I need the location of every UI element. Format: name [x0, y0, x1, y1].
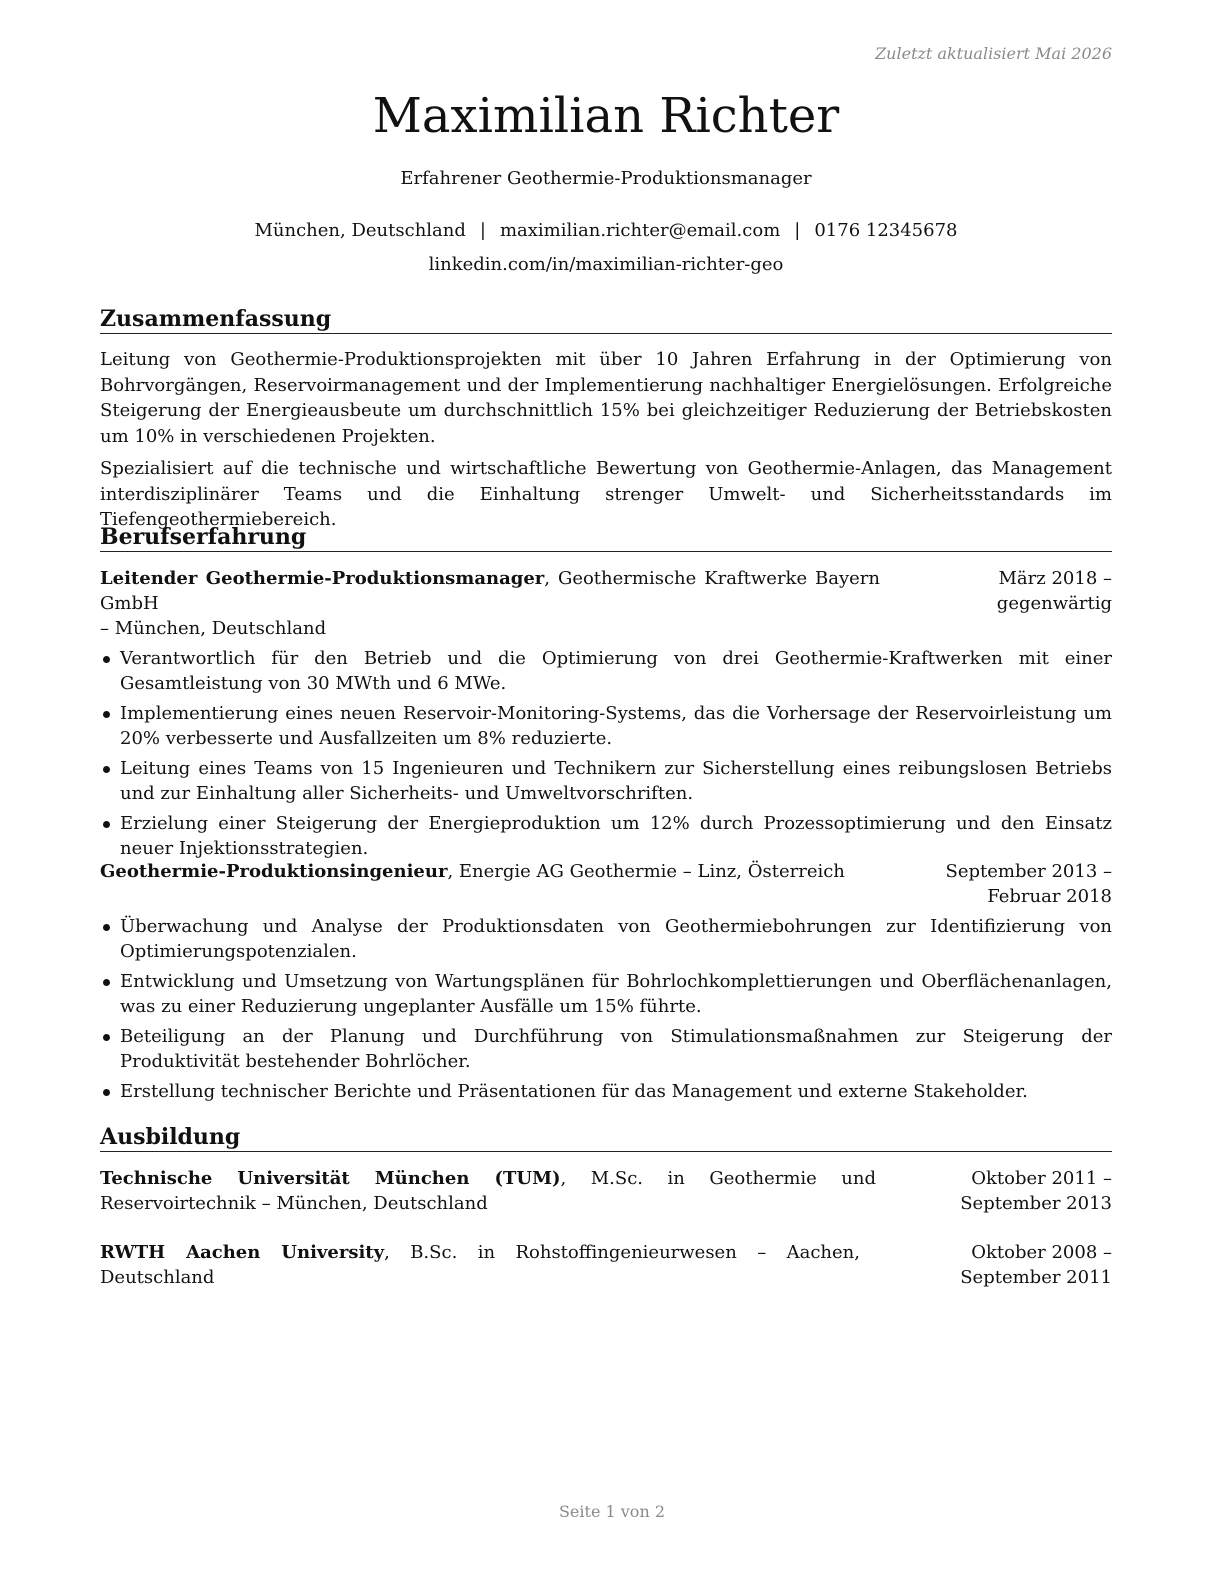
- linkedin-link[interactable]: linkedin.com/in/maximilian-richter-geo: [428, 254, 784, 275]
- job-org: , Energie AG Geothermie – Linz, Österreich: [447, 861, 845, 882]
- contact-separator: |: [479, 220, 486, 241]
- bullet-icon: [103, 1089, 110, 1096]
- last-updated-note: Zuletzt aktualisiert Mai 2026: [875, 44, 1112, 63]
- bullet-icon: [103, 656, 110, 663]
- job-title-line: [100, 859, 860, 884]
- bullet-icon: [103, 924, 110, 931]
- list-item: Erzielung einer Steigerung der Energieproduktion um 12% durch Prozessoptimierung und den Einsatz neuer Injektionsstrategien.: [100, 811, 1112, 861]
- page-number: Seite 1 von 2: [558, 1502, 666, 1521]
- education-detail: , B.Sc. in Rohstoffingenieurwesen – Aachen, Deutschland: [100, 1242, 860, 1288]
- education-entry: [100, 1166, 1112, 1216]
- contact-phone[interactable]: 0176 12345678: [814, 220, 958, 241]
- job-dates: September 2013 – Februar 2018: [945, 861, 1112, 907]
- job-bullets: [100, 914, 1112, 1104]
- list-item: Überwachung und Analyse der Produktionsdaten von Geothermiebohrungen zur Identifizierung von Optimierungspotenzialen.: [100, 914, 1112, 964]
- headline: Erfahrener Geothermie-Produktionsmanager: [400, 168, 812, 189]
- list-item: Verantwortlich für den Betrieb und die Optimierung von drei Geothermie-Kraftwerken mit einer Gesamtleistung von 30 MWth und 6 MWe.: [100, 646, 1112, 696]
- education-dates: Oktober 2008 – September 2011: [960, 1242, 1112, 1288]
- job-location: – München, Deutschland: [100, 618, 327, 639]
- education-header: [100, 1240, 1112, 1290]
- section-title-education: Ausbildung: [100, 1123, 1112, 1152]
- education-dates: Oktober 2011 – September 2013: [960, 1168, 1112, 1214]
- job-bullets: [100, 646, 1112, 861]
- education-entry: [100, 1240, 1112, 1290]
- education-title-line: [100, 1166, 876, 1216]
- education-school: RWTH Aachen University: [100, 1242, 385, 1263]
- section-title-experience: Berufserfahrung: [100, 523, 1112, 552]
- contact-separator: |: [794, 220, 801, 241]
- list-item: Entwicklung und Umsetzung von Wartungsplänen für Bohrlochkomplettierungen und Oberflächenanlagen, was zu einer Reduzierung ungeplanter Ausfälle um 15% führte.: [100, 969, 1112, 1019]
- bullet-icon: [103, 979, 110, 986]
- education-title-line: [100, 1240, 860, 1290]
- education-school: Technische Universität München (TUM): [100, 1168, 561, 1189]
- bullet-icon: [103, 1034, 110, 1041]
- job-entry: [100, 566, 1112, 866]
- list-item: Implementierung eines neuen Reservoir-Monitoring-Systems, das die Vorhersage der Reservoirleistung um 20% verbesserte und Ausfallzeiten um 8% reduzierte.: [100, 701, 1112, 751]
- education-header: [100, 1166, 1112, 1216]
- section-title-summary: Zusammenfassung: [100, 305, 1112, 334]
- bullet-icon: [103, 711, 110, 718]
- bullet-icon: [103, 766, 110, 773]
- job-dates: März 2018 – gegenwärtig: [996, 568, 1112, 614]
- job-role: Leitender Geothermie-Produktionsmanager: [100, 568, 545, 589]
- job-title-line: [100, 566, 880, 616]
- bullet-icon: [103, 821, 110, 828]
- job-header: [100, 566, 1112, 616]
- job-org: , Geothermische Kraftwerke Bayern GmbH: [100, 568, 881, 614]
- job-header: [100, 859, 1112, 907]
- contact-line: [100, 219, 1112, 243]
- contact-email[interactable]: maximilian.richter@email.com: [499, 220, 781, 241]
- job-role: Geothermie-Produktionsingenieur: [100, 861, 448, 882]
- list-item: Beteiligung an der Planung und Durchführung von Stimulationsmaßnahmen zur Steigerung der Produktivität bestehender Bohrlöcher.: [100, 1024, 1112, 1074]
- list-item: Leitung eines Teams von 15 Ingenieuren und Technikern zur Sicherstellung eines reibungslosen Betriebs und zur Einhaltung aller Sicherheits- und Umweltvorschriften.: [100, 756, 1112, 806]
- candidate-name: Maximilian Richter: [372, 88, 840, 144]
- education-detail: , M.Sc. in Geothermie und Reservoirtechnik – München, Deutschland: [100, 1168, 877, 1214]
- summary-paragraph: Leitung von Geothermie-Produktionsprojekten mit über 10 Jahren Erfahrung in der Optimierung von Bohrvorgängen, Reservoirmanagement und der Implementierung nachhaltiger Energielösungen. Erfolgreiche Steigerung der Energieausbeute um durchschnittlich 15% bei gleichzeitiger Reduzierung der Betriebskosten um 10% in verschiedenen Projekten.: [100, 349, 1112, 447]
- contact-location: München, Deutschland: [254, 220, 466, 241]
- job-entry: [100, 859, 1112, 1109]
- summary-paragraph: Spezialisiert auf die technische und wirtschaftliche Bewertung von Geothermie-Anlagen, das Management interdisziplinärer Teams und die Einhaltung strenger Umwelt- und Sicherheitsstandards im Tiefengeothermiebereich.: [100, 458, 1112, 530]
- list-item: Erstellung technischer Berichte und Präsentationen für das Management und externe Stakeholder.: [100, 1079, 1112, 1104]
